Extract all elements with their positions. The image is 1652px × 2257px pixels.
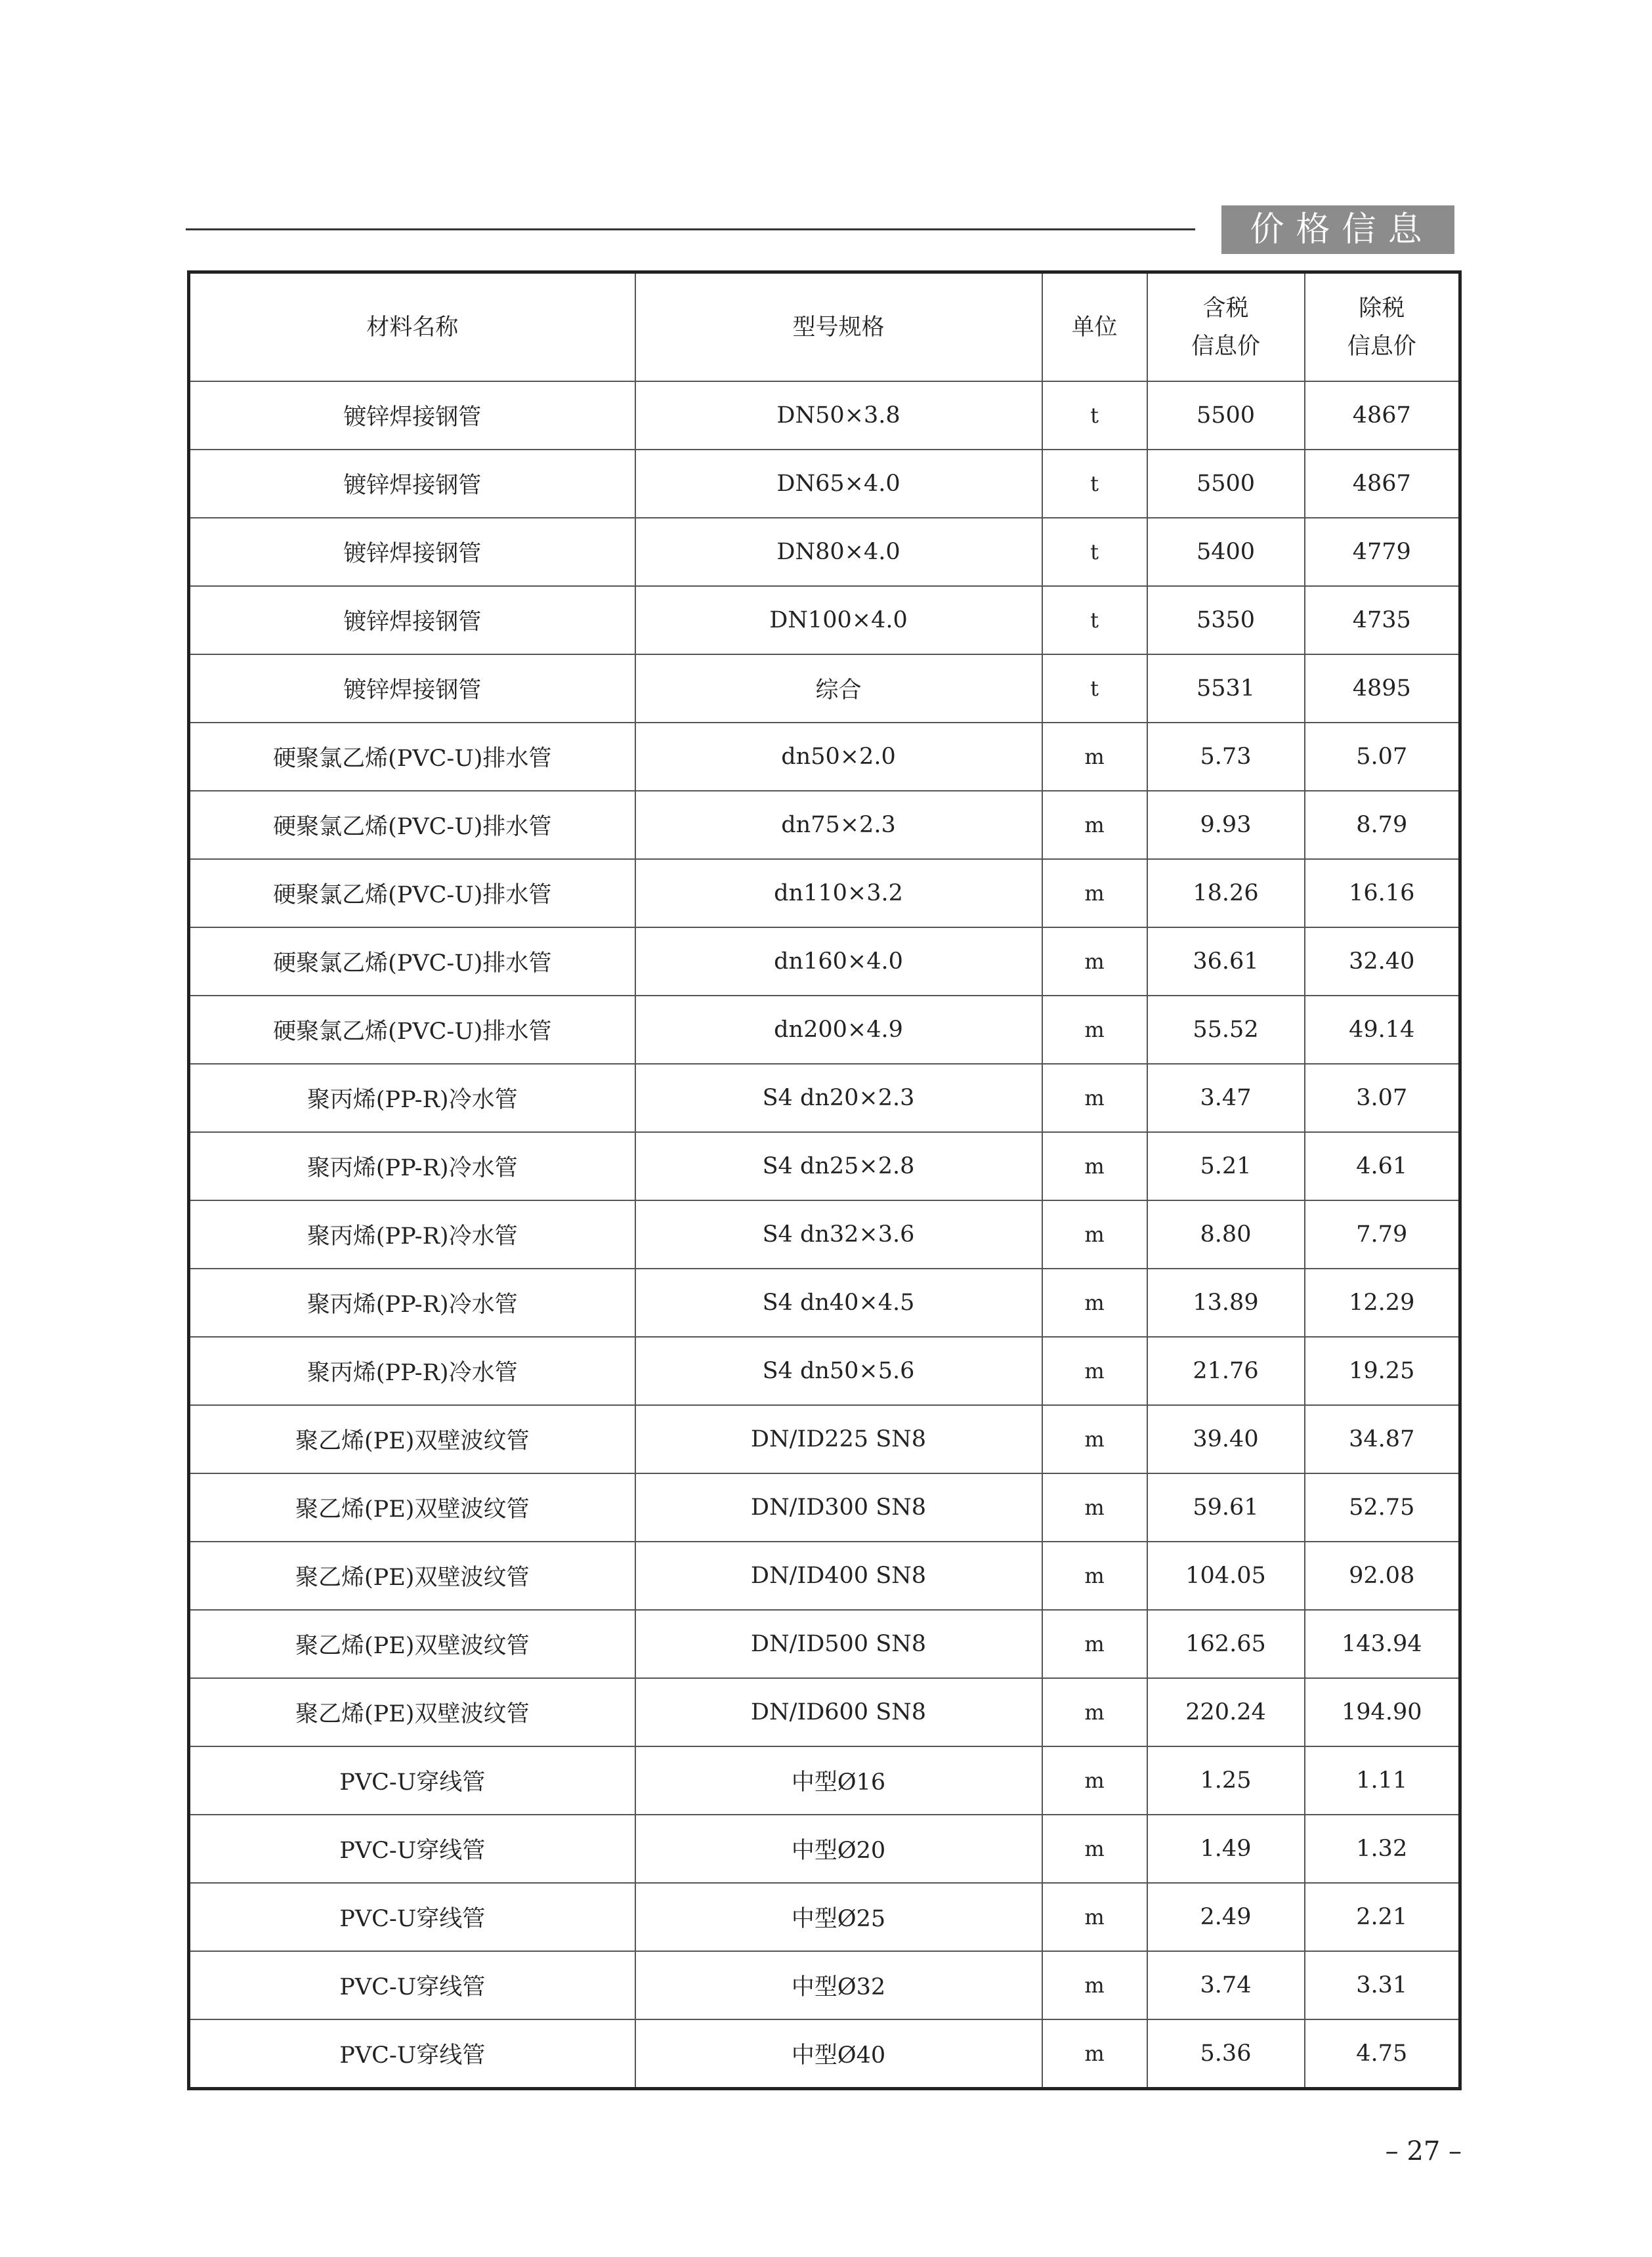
cell-price-notax: 4735 (1305, 586, 1460, 654)
cell-unit: m (1042, 791, 1147, 859)
table-row (189, 518, 1460, 586)
table-row (189, 1269, 1460, 1337)
cell-unit: m (1042, 1473, 1147, 1542)
cell-name: 硬聚氯乙烯(PVC-U)排水管 (189, 996, 635, 1064)
cell-unit: m (1042, 1542, 1147, 1610)
cell-unit: t (1042, 381, 1147, 450)
cell-unit: m (1042, 1610, 1147, 1678)
cell-spec: S4 dn50×5.6 (635, 1337, 1042, 1405)
cell-price-tax: 3.74 (1147, 1951, 1305, 2019)
table-header-row (189, 272, 1460, 382)
cell-spec: S4 dn32×3.6 (635, 1200, 1042, 1269)
cell-name: 镀锌焊接钢管 (189, 654, 635, 723)
cell-spec: dn200×4.9 (635, 996, 1042, 1064)
cell-price-notax: 16.16 (1305, 859, 1460, 927)
cell-name: PVC-U穿线管 (189, 1815, 635, 1883)
cell-spec: 中型Ø20 (635, 1815, 1042, 1883)
header-spec: 型号规格 (635, 272, 1042, 382)
header-name: 材料名称 (189, 272, 635, 382)
table-row (189, 859, 1460, 927)
table-row (189, 1473, 1460, 1542)
cell-spec: DN100×4.0 (635, 586, 1042, 654)
cell-price-tax: 1.49 (1147, 1815, 1305, 1883)
cell-name: 硬聚氯乙烯(PVC-U)排水管 (189, 927, 635, 996)
table-row (189, 996, 1460, 1064)
cell-price-notax: 7.79 (1305, 1200, 1460, 1269)
cell-price-notax: 32.40 (1305, 927, 1460, 996)
cell-spec: 综合 (635, 654, 1042, 723)
cell-price-tax: 5531 (1147, 654, 1305, 723)
cell-price-tax: 104.05 (1147, 1542, 1305, 1610)
cell-unit: m (1042, 2019, 1147, 2089)
cell-unit: m (1042, 1337, 1147, 1405)
cell-unit: m (1042, 1132, 1147, 1200)
header-price-tax: 含税 信息价 (1147, 272, 1305, 382)
cell-spec: dn160×4.0 (635, 927, 1042, 996)
cell-unit: m (1042, 1746, 1147, 1815)
cell-price-notax: 3.07 (1305, 1064, 1460, 1132)
cell-unit: m (1042, 1678, 1147, 1746)
table-row (189, 450, 1460, 518)
cell-spec: S4 dn40×4.5 (635, 1269, 1042, 1337)
cell-unit: m (1042, 1269, 1147, 1337)
cell-price-tax: 36.61 (1147, 927, 1305, 996)
cell-price-notax: 143.94 (1305, 1610, 1460, 1678)
table-row (189, 1542, 1460, 1610)
cell-spec: DN/ID225 SN8 (635, 1405, 1042, 1473)
cell-name: 聚丙烯(PP-R)冷水管 (189, 1269, 635, 1337)
cell-name: 聚丙烯(PP-R)冷水管 (189, 1337, 635, 1405)
cell-name: 聚乙烯(PE)双壁波纹管 (189, 1542, 635, 1610)
cell-name: PVC-U穿线管 (189, 1746, 635, 1815)
cell-name: 硬聚氯乙烯(PVC-U)排水管 (189, 723, 635, 791)
cell-price-tax: 1.25 (1147, 1746, 1305, 1815)
cell-price-tax: 13.89 (1147, 1269, 1305, 1337)
table-row (189, 1064, 1460, 1132)
cell-name: 聚乙烯(PE)双壁波纹管 (189, 1405, 635, 1473)
cell-price-notax: 8.79 (1305, 791, 1460, 859)
cell-spec: dn50×2.0 (635, 723, 1042, 791)
cell-price-notax: 1.11 (1305, 1746, 1460, 1815)
header-price-notax: 除税 信息价 (1305, 272, 1460, 382)
cell-name: 镀锌焊接钢管 (189, 518, 635, 586)
table-row (189, 723, 1460, 791)
cell-name: 聚丙烯(PP-R)冷水管 (189, 1064, 635, 1132)
table-row (189, 586, 1460, 654)
page-number: – 27 – (1385, 2136, 1462, 2166)
cell-price-notax: 49.14 (1305, 996, 1460, 1064)
cell-spec: DN/ID500 SN8 (635, 1610, 1042, 1678)
cell-unit: m (1042, 1883, 1147, 1951)
cell-unit: m (1042, 1815, 1147, 1883)
cell-price-notax: 92.08 (1305, 1542, 1460, 1610)
cell-name: 镀锌焊接钢管 (189, 586, 635, 654)
cell-price-notax: 4.75 (1305, 2019, 1460, 2089)
cell-price-tax: 39.40 (1147, 1405, 1305, 1473)
table-row (189, 1337, 1460, 1405)
cell-spec: 中型Ø40 (635, 2019, 1042, 2089)
cell-unit: m (1042, 1405, 1147, 1473)
cell-unit: t (1042, 450, 1147, 518)
cell-price-tax: 5500 (1147, 381, 1305, 450)
cell-price-tax: 55.52 (1147, 996, 1305, 1064)
cell-name: 聚乙烯(PE)双壁波纹管 (189, 1610, 635, 1678)
cell-spec: S4 dn25×2.8 (635, 1132, 1042, 1200)
cell-name: 聚丙烯(PP-R)冷水管 (189, 1132, 635, 1200)
table-row (189, 1132, 1460, 1200)
table-row (189, 2019, 1460, 2089)
table-row (189, 1746, 1460, 1815)
cell-spec: DN/ID600 SN8 (635, 1678, 1042, 1746)
cell-price-tax: 8.80 (1147, 1200, 1305, 1269)
cell-spec: 中型Ø25 (635, 1883, 1042, 1951)
cell-price-tax: 5.21 (1147, 1132, 1305, 1200)
cell-price-tax: 162.65 (1147, 1610, 1305, 1678)
cell-spec: dn75×2.3 (635, 791, 1042, 859)
header-unit: 单位 (1042, 272, 1147, 382)
cell-price-notax: 4779 (1305, 518, 1460, 586)
cell-price-tax: 5350 (1147, 586, 1305, 654)
cell-spec: DN/ID300 SN8 (635, 1473, 1042, 1542)
cell-name: PVC-U穿线管 (189, 1951, 635, 2019)
cell-price-tax: 2.49 (1147, 1883, 1305, 1951)
cell-price-notax: 4867 (1305, 450, 1460, 518)
cell-price-tax: 59.61 (1147, 1473, 1305, 1542)
table-row (189, 791, 1460, 859)
cell-spec: S4 dn20×2.3 (635, 1064, 1042, 1132)
table-body (189, 381, 1460, 2089)
cell-price-notax: 4.61 (1305, 1132, 1460, 1200)
price-table (187, 270, 1462, 2090)
cell-unit: m (1042, 996, 1147, 1064)
table-row (189, 1610, 1460, 1678)
table-row (189, 1405, 1460, 1473)
cell-name: 聚乙烯(PE)双壁波纹管 (189, 1473, 635, 1542)
cell-price-tax: 5.36 (1147, 2019, 1305, 2089)
section-title: 价格信息 (1221, 205, 1454, 254)
cell-name: 硬聚氯乙烯(PVC-U)排水管 (189, 791, 635, 859)
cell-price-notax: 3.31 (1305, 1951, 1460, 2019)
cell-spec: 中型Ø16 (635, 1746, 1042, 1815)
header-rule (186, 228, 1195, 230)
cell-name: 镀锌焊接钢管 (189, 381, 635, 450)
cell-price-tax: 5.73 (1147, 723, 1305, 791)
cell-name: PVC-U穿线管 (189, 2019, 635, 2089)
cell-price-notax: 52.75 (1305, 1473, 1460, 1542)
table-row (189, 1883, 1460, 1951)
cell-unit: m (1042, 1200, 1147, 1269)
cell-spec: DN80×4.0 (635, 518, 1042, 586)
table-row (189, 381, 1460, 450)
cell-spec: DN50×3.8 (635, 381, 1042, 450)
cell-price-tax: 3.47 (1147, 1064, 1305, 1132)
cell-unit: m (1042, 859, 1147, 927)
cell-price-notax: 4867 (1305, 381, 1460, 450)
cell-price-tax: 9.93 (1147, 791, 1305, 859)
table-row (189, 1678, 1460, 1746)
cell-name: 镀锌焊接钢管 (189, 450, 635, 518)
cell-unit: t (1042, 518, 1147, 586)
cell-price-notax: 1.32 (1305, 1815, 1460, 1883)
table-row (189, 927, 1460, 996)
cell-name: 硬聚氯乙烯(PVC-U)排水管 (189, 859, 635, 927)
cell-price-notax: 5.07 (1305, 723, 1460, 791)
cell-price-notax: 19.25 (1305, 1337, 1460, 1405)
cell-price-tax: 220.24 (1147, 1678, 1305, 1746)
cell-spec: DN/ID400 SN8 (635, 1542, 1042, 1610)
cell-price-tax: 18.26 (1147, 859, 1305, 927)
cell-unit: m (1042, 1064, 1147, 1132)
cell-unit: m (1042, 723, 1147, 791)
cell-price-notax: 2.21 (1305, 1883, 1460, 1951)
cell-price-tax: 5500 (1147, 450, 1305, 518)
cell-name: PVC-U穿线管 (189, 1883, 635, 1951)
table-row (189, 1951, 1460, 2019)
cell-price-notax: 12.29 (1305, 1269, 1460, 1337)
cell-price-notax: 4895 (1305, 654, 1460, 723)
table-row (189, 654, 1460, 723)
cell-price-notax: 194.90 (1305, 1678, 1460, 1746)
cell-price-tax: 21.76 (1147, 1337, 1305, 1405)
cell-name: 聚丙烯(PP-R)冷水管 (189, 1200, 635, 1269)
cell-name: 聚乙烯(PE)双壁波纹管 (189, 1678, 635, 1746)
cell-price-tax: 5400 (1147, 518, 1305, 586)
table-row (189, 1200, 1460, 1269)
cell-spec: 中型Ø32 (635, 1951, 1042, 2019)
cell-spec: dn110×3.2 (635, 859, 1042, 927)
cell-spec: DN65×4.0 (635, 450, 1042, 518)
cell-unit: m (1042, 1951, 1147, 2019)
cell-unit: m (1042, 927, 1147, 996)
cell-price-notax: 34.87 (1305, 1405, 1460, 1473)
cell-unit: t (1042, 654, 1147, 723)
cell-unit: t (1042, 586, 1147, 654)
table-row (189, 1815, 1460, 1883)
